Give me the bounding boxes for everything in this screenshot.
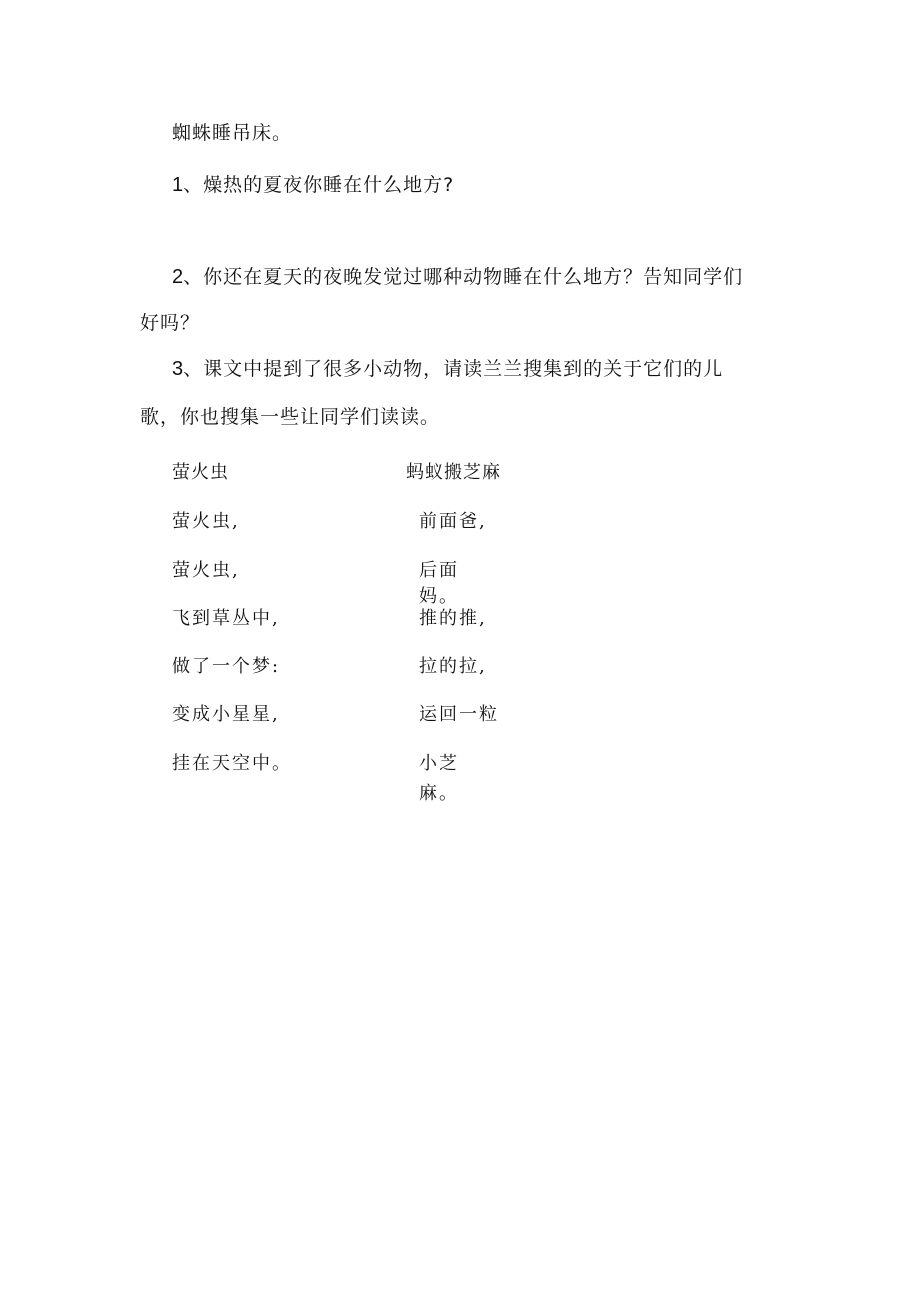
- poem-right-line: 运回一粒: [419, 704, 499, 725]
- poem-left-line: 飞到草丛中,: [172, 608, 280, 629]
- question-2-line-1: [172, 265, 743, 289]
- poem-left-line: 挂在天空中。: [172, 753, 292, 774]
- question-text: 、燥热的夏夜你睡在什么地方?: [183, 174, 455, 196]
- poem-left-title: 萤火虫: [172, 462, 229, 483]
- poem-left-line: 萤火虫,: [172, 560, 240, 581]
- question-2-line-2: 好吗？: [140, 312, 201, 334]
- question-1: [172, 173, 454, 197]
- poem-left-line: 变成小星星,: [172, 704, 280, 725]
- intro-line: 蜘蛛睡吊床。: [172, 122, 293, 144]
- poem-right-line: 拉的拉,: [419, 656, 487, 677]
- question-number: 1: [172, 174, 184, 196]
- question-number: 2: [172, 266, 184, 288]
- poem-left-line: 做了一个梦:: [172, 656, 281, 677]
- poem-left-line: 萤火虫,: [172, 511, 240, 532]
- poem-right-line: 推的推,: [419, 608, 487, 629]
- poem-right-line: 麻。: [419, 783, 459, 804]
- question-3-line-2: 歌，你也搜集一些让同学们读读。: [140, 406, 441, 428]
- poem-right-line: 妈。: [419, 586, 459, 607]
- question-text: 、课文中提到了很多小动物，请读兰兰搜集到的关于它们的儿: [183, 358, 724, 380]
- poem-right-line: 后面: [419, 560, 459, 581]
- question-text: 、你还在夏天的夜晚发觉过哪种动物睡在什么地方？告知同学们: [183, 266, 744, 288]
- poem-right-line: 小芝: [419, 753, 459, 774]
- question-number: 3: [172, 358, 184, 380]
- poem-right-title: 蚂蚁搬芝麻: [406, 462, 501, 483]
- poem-right-line: 前面爸,: [419, 511, 487, 532]
- question-3-line-1: [172, 357, 723, 381]
